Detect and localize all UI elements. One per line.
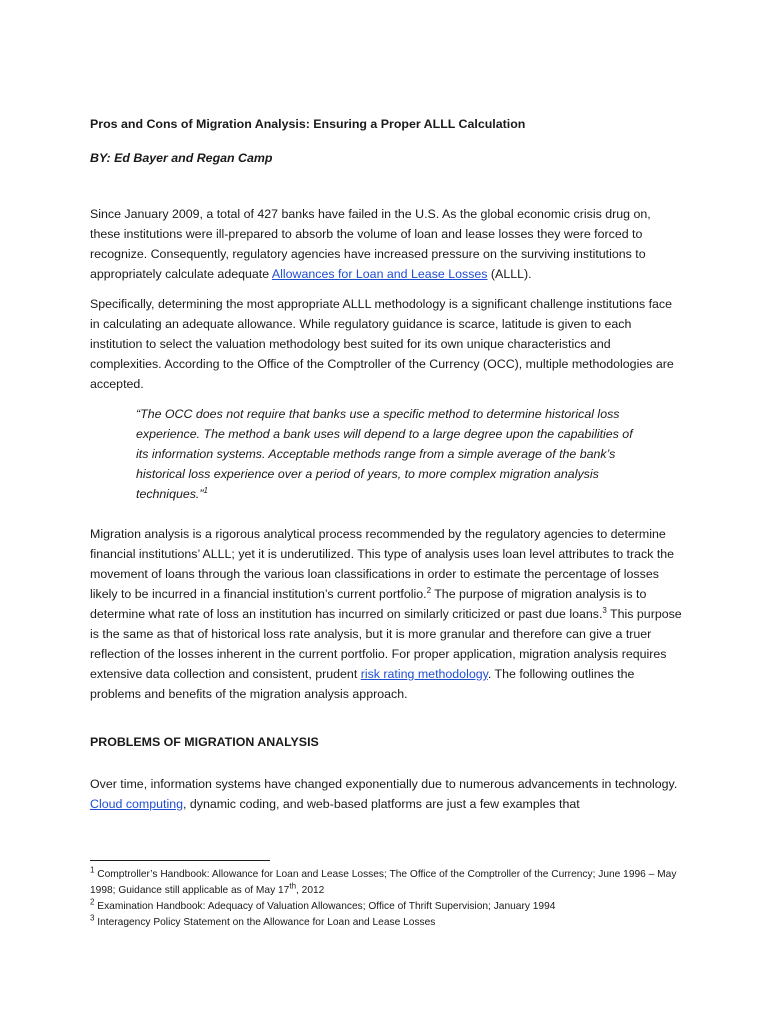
footnote-1-sup: th xyxy=(289,881,297,891)
p3-text-end: . The following outlines the problems and benefits of the migration analysis approach. xyxy=(90,667,635,701)
p1-text-end: (ALLL). xyxy=(487,267,532,281)
footnote-1-text: Comptroller’s Handbook: Allowance for Loan and Lease Losses; The Office of the Comptroller of the Currency; June 1996 – May 1998; Guidance still applicable as of May 17 xyxy=(90,869,677,896)
footnote-ref-1: 1 xyxy=(203,485,208,495)
document-title: Pros and Cons of Migration Analysis: Ensuring a Proper ALLL Calculation xyxy=(90,117,526,131)
footnote-num-1: 1 xyxy=(90,865,95,875)
occ-quote xyxy=(136,404,636,504)
footnote-ref-2: 2 xyxy=(426,585,432,595)
author-byline: BY: Ed Bayer and Regan Camp xyxy=(90,151,273,165)
p4-text: Over time, information systems have changed exponentially due to numerous advancements in technology. xyxy=(90,777,678,791)
p1-text: Since January 2009, a total of 427 banks have failed in the U.S. As the global economic crisis drug on, these institutions were ill-prepared to absorb the volume of loan and lease losses they were forced to recognize. Consequently, regulatory agencies have increased pressure on the surviving institutions to appropriately calculate adequate xyxy=(90,207,651,281)
footnote-1-text-end: , 2012 xyxy=(296,885,325,896)
footnote-3-text: Interagency Policy Statement on the Allowance for Loan and Lease Losses xyxy=(94,917,436,928)
footnote-num-3: 3 xyxy=(90,913,95,923)
p3-text-3: This purpose is the same as that of historical loss rate analysis, but it is more granular and therefore can give a truer reflection of the losses inherent in the current portfolio. For proper application, migration analysis requires extensive data collection and consistent, prudent xyxy=(90,607,682,681)
p3-text-2: The purpose of migration analysis is to determine what rate of loss an institution has incurred on similarly criticized or past due loans. xyxy=(90,587,647,621)
footnote-num-2: 2 xyxy=(90,897,95,907)
alll-link[interactable]: Allowances for Loan and Lease Losses xyxy=(271,267,488,281)
footnotes xyxy=(90,860,690,931)
footnote-ref-3: 3 xyxy=(602,605,607,615)
paragraph-2: Specifically, determining the most appropriate ALLL methodology is a significant challenge institutions face in calculating an adequate allowance. While regulatory guidance is scarce, latitude is given to each institution to select the valuation methodology best suited for its own unique characteristics and complexities. According to the Office of the Comptroller of the Currency (OCC), multiple methodologies are accepted. xyxy=(90,297,674,391)
risk-rating-link[interactable]: risk rating methodology xyxy=(360,667,488,681)
section-heading-problems: PROBLEMS OF MIGRATION ANALYSIS xyxy=(90,735,319,749)
footnote-divider xyxy=(90,860,270,861)
footnote-2 xyxy=(90,899,690,915)
quote-text: “The OCC does not require that banks use a specific method to determine historical loss experience. The method a bank uses will depend to a large degree upon the capabilities of its information systems. Acceptable methods range from a simple average of the bank’s historical loss experience over a period of years, to more complex migration analysis techniques.” xyxy=(136,407,633,501)
footnote-1 xyxy=(90,867,690,899)
footnote-3 xyxy=(90,915,690,931)
p3-text-1: Migration analysis is a rigorous analytical process recommended by the regulatory agencies to determine financial institutions’ ALLL; yet it is underutilized. This type of analysis uses loan level attributes to track the movement of loans through the various loan classifications in order to estimate the percentage of losses likely to be incurred in a financial institution’s current portfolio. xyxy=(90,527,675,601)
document-body xyxy=(90,114,682,824)
cloud-computing-link[interactable]: Cloud computing xyxy=(90,797,183,811)
paragraph-3 xyxy=(90,524,682,704)
paragraph-4 xyxy=(90,774,682,814)
paragraph-1 xyxy=(90,204,682,284)
footnote-2-text: Examination Handbook: Adequacy of Valuation Allowances; Office of Thrift Supervision; January 1994 xyxy=(94,901,556,912)
p4-text-end: , dynamic coding, and web-based platforms are just a few examples that xyxy=(182,797,580,811)
